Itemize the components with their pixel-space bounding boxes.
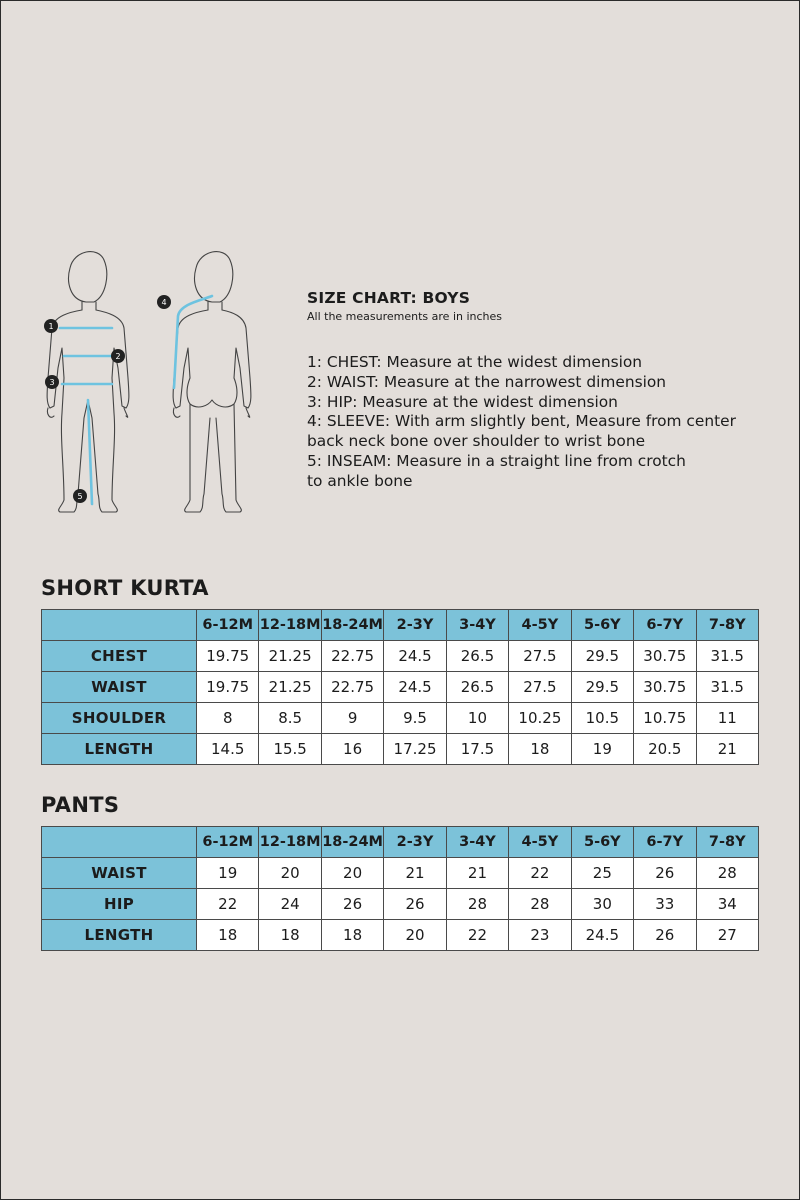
table-cell: 19 (197, 858, 259, 889)
size-chart-title: SIZE CHART: BOYS (307, 289, 471, 307)
instruction-line: 4: SLEEVE: With arm slightly bent, Measure from center (307, 412, 736, 431)
table-cell: 26 (321, 889, 383, 920)
table-cell: 10.75 (634, 703, 696, 734)
table-header-row (42, 610, 759, 641)
table-cell: 31.5 (696, 672, 759, 703)
table-cell: 26.5 (446, 641, 508, 672)
table-cell: 34 (696, 889, 759, 920)
row-label: CHEST (42, 641, 197, 672)
size-header: 6-12M (197, 827, 259, 858)
svg-text:3: 3 (49, 378, 55, 387)
table-cell: 18 (321, 920, 383, 951)
table-cell: 17.25 (384, 734, 446, 765)
short-kurta-table (41, 609, 759, 765)
size-header: 2-3Y (384, 610, 446, 641)
table-row (42, 734, 759, 765)
back-figure-neck (208, 302, 222, 310)
instruction-line: back neck bone over shoulder to wrist bone (307, 432, 646, 451)
marker-3 (45, 375, 59, 389)
table-cell: 18 (197, 920, 259, 951)
header-corner (42, 610, 197, 641)
back-figure-head (195, 252, 233, 302)
size-header: 18-24M (321, 827, 383, 858)
measurement-instructions (307, 353, 777, 492)
header-corner (42, 827, 197, 858)
table-cell: 28 (509, 889, 571, 920)
size-header: 4-5Y (509, 827, 571, 858)
table-cell: 24 (259, 889, 321, 920)
instruction-line: 3: HIP: Measure at the widest dimension (307, 392, 618, 411)
table-cell: 26 (634, 858, 696, 889)
table-cell: 30.75 (634, 672, 696, 703)
front-figure-head (69, 252, 107, 302)
table-cell: 18 (509, 734, 571, 765)
size-header: 18-24M (321, 610, 383, 641)
table-cell: 22.75 (321, 641, 383, 672)
table-cell: 16 (321, 734, 383, 765)
pants-table (41, 826, 759, 951)
table-cell: 20 (321, 858, 383, 889)
table-cell: 22.75 (321, 672, 383, 703)
size-header: 5-6Y (571, 610, 633, 641)
table-cell: 21 (446, 858, 508, 889)
table-cell: 20 (384, 920, 446, 951)
svg-text:2: 2 (115, 352, 121, 361)
size-chart-info (307, 289, 777, 492)
pants-title: PANTS (41, 793, 120, 817)
table-header-row (42, 827, 759, 858)
back-figure-hands (173, 408, 249, 417)
table-cell: 8 (197, 703, 259, 734)
table-cell: 22 (197, 889, 259, 920)
table-row (42, 889, 759, 920)
table-cell: 9.5 (384, 703, 446, 734)
table-cell: 8.5 (259, 703, 321, 734)
size-chart-subtitle: All the measurements are in inches (307, 310, 503, 323)
row-label: WAIST (42, 672, 197, 703)
table-cell: 26 (634, 920, 696, 951)
size-header: 6-7Y (634, 827, 696, 858)
size-header: 7-8Y (696, 827, 759, 858)
marker-5 (73, 489, 87, 503)
row-label: LENGTH (42, 920, 197, 951)
table-cell: 25 (571, 858, 633, 889)
table-cell: 20 (259, 858, 321, 889)
table-row (42, 920, 759, 951)
table-cell: 19.75 (197, 672, 259, 703)
table-row (42, 703, 759, 734)
short-kurta-title: SHORT KURTA (41, 576, 209, 600)
table-cell: 24.5 (384, 641, 446, 672)
size-header: 4-5Y (509, 610, 571, 641)
row-label: SHOULDER (42, 703, 197, 734)
table-cell: 28 (446, 889, 508, 920)
instruction-line: 2: WAIST: Measure at the narrowest dimension (307, 372, 667, 391)
back-figure-legs (185, 404, 242, 512)
table-cell: 10 (446, 703, 508, 734)
size-header: 5-6Y (571, 827, 633, 858)
table-cell: 11 (696, 703, 759, 734)
table-cell: 22 (509, 858, 571, 889)
table-cell: 31.5 (696, 641, 759, 672)
marker-4 (157, 295, 171, 309)
table-cell: 17.5 (446, 734, 508, 765)
table-cell: 19 (571, 734, 633, 765)
table-cell: 30.75 (634, 641, 696, 672)
instruction-line: 1: CHEST: Measure at the widest dimension (307, 353, 643, 371)
table-cell: 26.5 (446, 672, 508, 703)
table-cell: 19.75 (197, 641, 259, 672)
size-header: 12-18M (259, 827, 321, 858)
table-cell: 22 (446, 920, 508, 951)
row-label: HIP (42, 889, 197, 920)
size-header: 6-12M (197, 610, 259, 641)
table-cell: 18 (259, 920, 321, 951)
table-cell: 14.5 (197, 734, 259, 765)
size-header: 2-3Y (384, 827, 446, 858)
size-header: 12-18M (259, 610, 321, 641)
size-header: 3-4Y (446, 610, 508, 641)
marker-2 (111, 349, 125, 363)
table-cell: 29.5 (571, 641, 633, 672)
table-cell: 26 (384, 889, 446, 920)
svg-text:4: 4 (161, 298, 167, 307)
table-cell: 21.25 (259, 672, 321, 703)
measurement-figures (40, 238, 270, 518)
instruction-line: 5: INSEAM: Measure in a straight line from crotch (307, 451, 686, 470)
table-cell: 20.5 (634, 734, 696, 765)
table-cell: 21.25 (259, 641, 321, 672)
table-cell: 33 (634, 889, 696, 920)
front-figure-neck (82, 302, 96, 310)
table-cell: 24.5 (384, 672, 446, 703)
size-header: 7-8Y (696, 610, 759, 641)
table-cell: 24.5 (571, 920, 633, 951)
table-cell: 28 (696, 858, 759, 889)
table-cell: 10.5 (571, 703, 633, 734)
table-cell: 21 (696, 734, 759, 765)
table-cell: 15.5 (259, 734, 321, 765)
table-cell: 21 (384, 858, 446, 889)
table-cell: 27 (696, 920, 759, 951)
back-figure-body (173, 310, 251, 408)
table-row (42, 858, 759, 889)
table-cell: 30 (571, 889, 633, 920)
table-cell: 23 (509, 920, 571, 951)
size-header: 3-4Y (446, 827, 508, 858)
instruction-line: to ankle bone (307, 471, 413, 490)
table-row (42, 641, 759, 672)
table-cell: 27.5 (509, 672, 571, 703)
row-label: LENGTH (42, 734, 197, 765)
svg-text:1: 1 (48, 322, 54, 331)
table-cell: 10.25 (509, 703, 571, 734)
table-cell: 29.5 (571, 672, 633, 703)
row-label: WAIST (42, 858, 197, 889)
size-header: 6-7Y (634, 610, 696, 641)
svg-text:5: 5 (77, 492, 83, 501)
table-row (42, 672, 759, 703)
table-cell: 27.5 (509, 641, 571, 672)
table-cell: 9 (321, 703, 383, 734)
body-outline-illustration (40, 238, 270, 518)
marker-1 (44, 319, 58, 333)
